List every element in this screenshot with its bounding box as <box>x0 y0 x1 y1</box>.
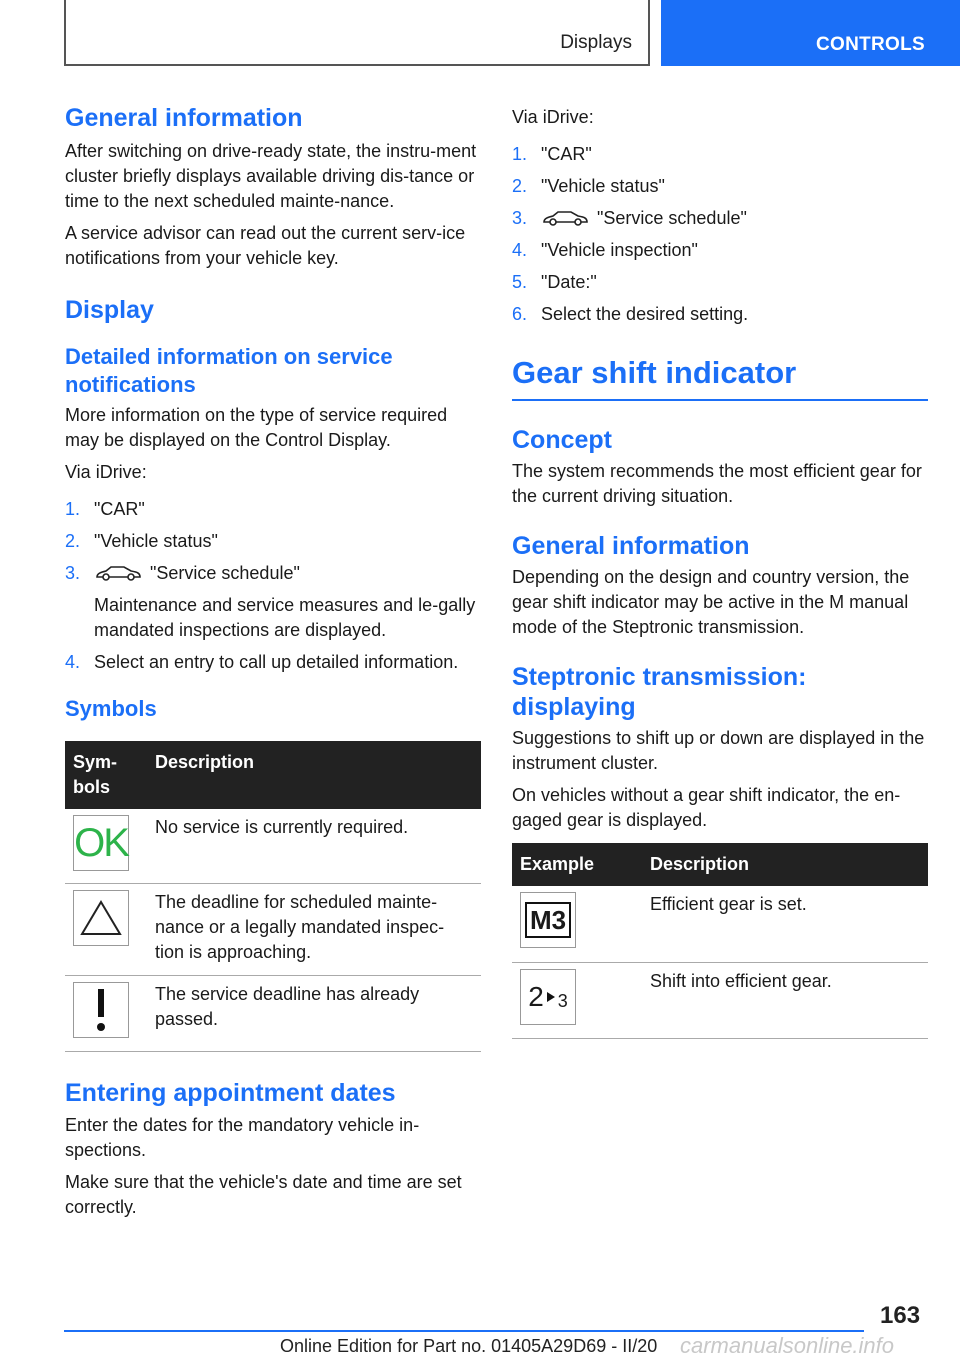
target-gear-value: 3 <box>557 990 568 1011</box>
description-cell: No service is currently required. <box>147 809 481 883</box>
list-item <box>512 206 928 231</box>
step-text: "Date:" <box>541 272 597 292</box>
description-column-header: Description <box>642 843 928 886</box>
via-idrive-label: Via iDrive: <box>512 107 594 127</box>
symbol-cell <box>65 809 147 883</box>
example-column-header: Example <box>512 843 642 886</box>
watermark-text: carmanualsonline.info <box>680 1333 895 1358</box>
gear-shift-indicator-title: Gear shift indicator <box>512 353 928 401</box>
gear-general-information-heading: General information <box>512 532 750 560</box>
display-heading: Display <box>65 296 154 324</box>
gear-general-information-paragraph: Depending on the design and country version, the gear shift indicator may be active in the M manual mode of the Steptronic transmission. <box>512 567 910 637</box>
appointment-paragraph-1: Enter the dates for the mandatory vehicle in‐spections. <box>65 1114 420 1160</box>
right-column <box>512 100 928 1039</box>
description-cell: Shift into efficient gear. <box>642 962 928 1038</box>
step-text: "Service schedule" <box>597 208 747 228</box>
step-number: 6. <box>512 304 528 324</box>
ok-symbol-icon: OK <box>74 820 128 865</box>
step-number: 4. <box>512 240 528 260</box>
edition-text: Online Edition for Part no. 01405A29D69 - II/20 <box>280 1336 658 1356</box>
current-gear-value: 2 <box>528 980 544 1012</box>
m3-display-box <box>520 892 576 948</box>
table-row <box>65 883 481 975</box>
table-header-row <box>65 741 481 809</box>
list-item <box>512 174 928 199</box>
shift-up-arrow-icon <box>546 991 556 1003</box>
symbol-cell <box>65 975 147 1051</box>
step-text: "CAR" <box>541 144 592 164</box>
step-text: "Service schedule" <box>150 563 300 583</box>
step-text: "CAR" <box>94 499 145 519</box>
list-item <box>65 497 481 522</box>
step-number: 3. <box>512 208 528 228</box>
m3-gear-icon: M3 <box>525 902 571 938</box>
header-section-title: Displays <box>560 32 632 53</box>
shift-display-box <box>520 969 576 1025</box>
general-information-paragraph-1: After switching on drive-ready state, the instru‐ment cluster briefly displays available driving dis‐tance or time to the next scheduled mainte‐nance. <box>65 141 477 211</box>
list-item <box>65 650 481 675</box>
table-row <box>65 809 481 883</box>
example-cell <box>512 886 642 962</box>
left-step-list <box>65 497 481 675</box>
entering-appointment-dates-heading: Entering appointment dates <box>65 1078 396 1107</box>
exclamation-icon <box>91 986 111 1034</box>
description-column-header: Description <box>147 741 481 809</box>
description-cell: Efficient gear is set. <box>642 886 928 962</box>
car-icon <box>541 209 589 227</box>
list-item <box>512 142 928 167</box>
steptronic-heading: Steptronic transmission: displaying <box>512 663 807 721</box>
table-header-row <box>512 843 928 886</box>
page-number: 163 <box>880 1302 921 1329</box>
step-text: Select the desired setting. <box>541 304 749 324</box>
step-number: 4. <box>65 652 81 672</box>
list-item <box>512 238 928 263</box>
description-cell: The deadline for scheduled mainte‐nance or a legally mandated inspec‐tion is approaching. <box>147 883 481 975</box>
steptronic-paragraph-1: Suggestions to shift up or down are displayed in the instrument cluster. <box>512 728 925 773</box>
header-chapter-label: CONTROLS <box>816 34 926 55</box>
symbols-column-header: Sym‐bols <box>65 741 147 809</box>
exclamation-symbol-box <box>73 982 129 1038</box>
table-row <box>65 975 481 1051</box>
step-text: "Vehicle inspection" <box>541 240 698 260</box>
step-number: 3. <box>65 563 81 583</box>
table-row <box>512 886 928 962</box>
step-number: 2. <box>512 176 528 196</box>
step-number: 1. <box>512 144 528 164</box>
ok-symbol-box <box>73 815 129 871</box>
general-information-heading: General information <box>65 104 303 132</box>
step-text: "Vehicle status" <box>541 176 665 196</box>
step-note: Maintenance and service measures and le‐gally mandated inspections are displayed. <box>94 595 476 640</box>
step-text: Select an entry to call up detailed information. <box>94 652 459 672</box>
warning-triangle-icon <box>79 899 123 937</box>
footer-divider <box>64 1330 864 1332</box>
step-number: 2. <box>65 531 81 551</box>
detailed-information-heading: Detailed information on service notifications <box>65 344 393 397</box>
list-item <box>512 302 928 327</box>
example-cell <box>512 962 642 1038</box>
step-text: "Vehicle status" <box>94 531 218 551</box>
symbol-cell <box>65 883 147 975</box>
header-section-box <box>64 0 650 66</box>
concept-paragraph: The system recommends the most efficient gear for the current driving situation. <box>512 461 922 506</box>
symbols-heading: Symbols <box>65 696 157 721</box>
header-chapter-tab[interactable] <box>661 0 960 66</box>
appointment-paragraph-2: Make sure that the vehicle's date and time are set correctly. <box>65 1171 462 1217</box>
list-item <box>65 561 481 643</box>
right-step-list <box>512 142 928 327</box>
steptronic-paragraph-2: On vehicles without a gear shift indicator, the en‐gaged gear is displayed. <box>512 785 901 830</box>
list-item <box>512 270 928 295</box>
via-idrive-label: Via iDrive: <box>65 462 147 482</box>
car-icon <box>94 564 142 582</box>
table-row <box>512 962 928 1038</box>
warning-symbol-box <box>73 890 129 946</box>
general-information-paragraph-2: A service advisor can read out the current serv‐ice notifications from your vehicle key. <box>65 223 466 268</box>
step-number: 5. <box>512 272 528 292</box>
list-item <box>65 529 481 554</box>
step-number: 1. <box>65 499 81 519</box>
example-table <box>512 843 928 1039</box>
description-cell: The service deadline has already passed. <box>147 975 481 1051</box>
concept-heading: Concept <box>512 426 612 454</box>
symbols-table <box>65 741 481 1052</box>
detailed-information-paragraph: More information on the type of service required may be displayed on the Control Display. <box>65 405 448 450</box>
left-column <box>65 100 481 1220</box>
